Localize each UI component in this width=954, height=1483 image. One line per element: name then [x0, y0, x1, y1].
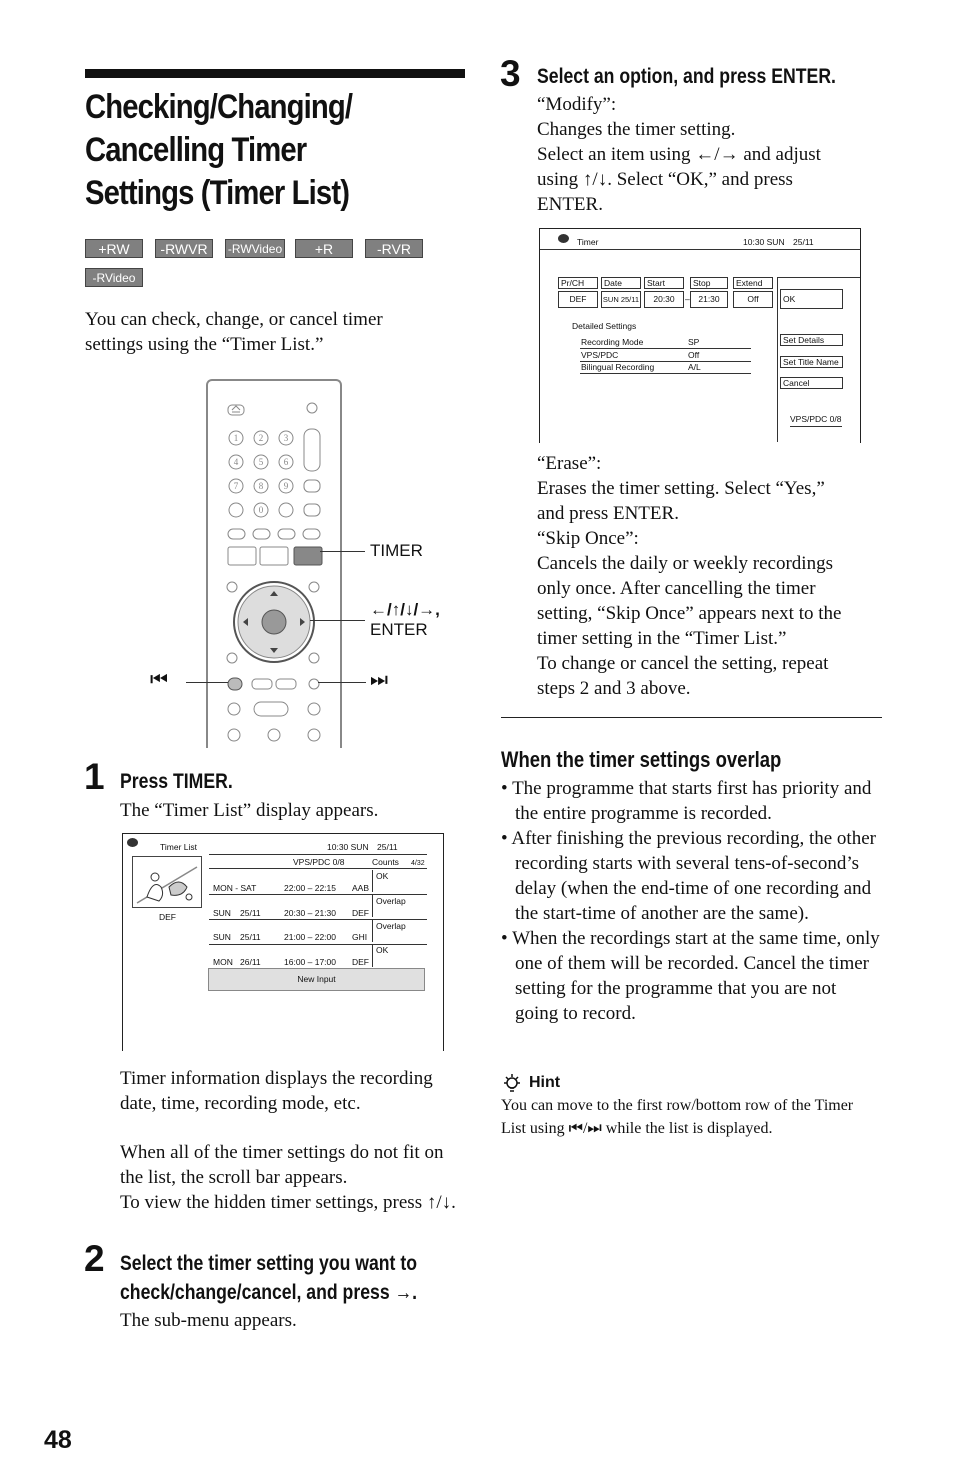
row-4-time: 16:00 – 17:00	[284, 957, 336, 967]
svg-text:7: 7	[233, 481, 239, 491]
row-4-divider	[372, 945, 373, 967]
row-1-day: MON - SAT	[213, 883, 257, 893]
preview-thumbnail	[132, 856, 202, 908]
step-2-heading-1: Select the timer setting you want to	[120, 1252, 417, 1275]
section-divider	[501, 717, 882, 718]
page-number: 48	[44, 1426, 72, 1454]
timer-screen-rule	[540, 249, 860, 250]
enter-label: ENTER	[370, 620, 428, 639]
arrows-callout-line	[310, 620, 365, 621]
timer-callout-line	[320, 551, 365, 552]
title-line-3: Settings (Timer List)	[85, 174, 350, 212]
badge-plus-r: +R	[295, 239, 353, 258]
row-1-status: OK	[376, 871, 389, 881]
skip-line-3: setting, “Skip Once” appears next to the	[537, 603, 842, 624]
skip-label: “Skip Once”:	[537, 528, 639, 549]
badge-plus-rw: +RW	[85, 239, 143, 258]
row-4-day: MON	[213, 957, 233, 967]
preview-channel: DEF	[159, 912, 176, 922]
erase-skip-block	[537, 451, 887, 701]
timer-list-counts-label: Counts	[372, 857, 399, 867]
hint-label: Hint	[529, 1074, 561, 1091]
lightbulb-icon	[501, 1072, 523, 1094]
step-3-number: 3	[500, 53, 521, 94]
svg-text:6: 6	[283, 457, 289, 467]
row-3-time: 21:00 – 22:00	[284, 932, 336, 942]
header-start: Start	[644, 277, 684, 289]
page-title	[85, 86, 412, 215]
skip-line-5: To change or cancel the setting, repeat	[537, 653, 829, 674]
timer-screen-icon	[558, 234, 569, 243]
title-line-2: Cancelling Timer	[85, 131, 307, 169]
header-extend: Extend	[733, 277, 773, 289]
modify-line-1: Changes the timer setting.	[537, 119, 736, 140]
value-prch[interactable]: DEF	[558, 291, 598, 308]
timer-screen-title: Timer	[577, 237, 599, 247]
erase-line-2: and press ENTER.	[537, 503, 679, 524]
setting-vps-pdc: VPS/PDC	[581, 350, 619, 360]
row-1-channel: AAB	[352, 883, 370, 893]
header-prch: Pr/CH	[558, 277, 598, 289]
title-rule	[85, 69, 465, 78]
timer-label: TIMER	[370, 541, 423, 560]
erase-label: “Erase”:	[537, 453, 602, 474]
setting-bilingual-value: A/L	[688, 362, 701, 372]
row-4-status: OK	[376, 945, 389, 955]
setting-recording-mode: Recording Mode	[581, 337, 644, 347]
new-input-row[interactable]: New Input	[208, 968, 425, 991]
modify-line-3: using ↑/↓. Select “OK,” and press	[537, 169, 793, 190]
overlap-bullet-3-text: When the recordings start at the same time, only one of them will be recorded. Cancel the timer setting for the programme that you are not going to record.	[512, 928, 880, 1024]
row-1-divider	[372, 870, 373, 892]
overlap-list	[501, 776, 881, 1026]
timer-screen-vps: VPS/PDC 0/8	[790, 414, 842, 424]
step-1-number: 1	[84, 756, 105, 797]
timer-screen-date: 25/11	[793, 237, 814, 247]
value-date[interactable]: SUN 25/11	[601, 291, 641, 308]
skip-line-1: Cancels the daily or weekly recordings	[537, 553, 833, 574]
step-1-desc: The “Timer List” display appears.	[120, 800, 379, 821]
header-date: Date	[601, 277, 641, 289]
row-2-day: SUN	[213, 908, 231, 918]
erase-line-1: Erases the timer setting. Select “Yes,”	[537, 478, 825, 499]
svg-text:5: 5	[258, 457, 264, 467]
modify-line-4: ENTER.	[537, 194, 603, 215]
timer-list-vps: VPS/PDC 0/8	[293, 857, 345, 867]
hint-text: You can move to the first row/bottom row of the Timer List using ⏮/⏭ while the list is displayed.	[501, 1097, 854, 1137]
hint-icon	[501, 1072, 523, 1094]
svg-text:2: 2	[258, 433, 264, 443]
remote-control	[206, 379, 342, 748]
menu-top-rule	[777, 277, 860, 278]
row-2-status: Overlap	[376, 896, 406, 906]
row-3-day: SUN	[213, 932, 231, 942]
skip-line-2: only once. After cancelling the timer	[537, 578, 816, 599]
badge-minus-r-vr: -RVR	[365, 239, 423, 258]
svg-text:1: 1	[233, 433, 239, 443]
row-rule-0	[209, 868, 427, 869]
badge-minus-rw-video: -RWVideo	[225, 239, 285, 258]
row-4-date: 26/11	[240, 957, 261, 967]
setting-rule-3	[580, 373, 751, 374]
step-1-note-1: Timer information displays the recording date, time, recording mode, etc.	[120, 1068, 433, 1114]
svg-text:8: 8	[258, 481, 264, 491]
row-2-time: 20:30 – 21:30	[284, 908, 336, 918]
modify-label: “Modify”:	[537, 94, 617, 115]
step-3-heading: Select an option, and press ENTER.	[537, 65, 836, 88]
modify-line-2: Select an item using ←/→ and adjust	[537, 144, 821, 165]
step-2-desc: The sub-menu appears.	[120, 1310, 297, 1331]
overlap-bullet-1-text: The programme that starts first has priority and the entire programme is recorded.	[512, 778, 872, 824]
football-image	[133, 857, 201, 907]
value-stop[interactable]: 21:30	[690, 291, 728, 308]
overlap-heading: When the timer settings overlap	[501, 747, 782, 772]
step-1-note-3: To view the hidden timer settings, press ↑/↓.	[120, 1192, 456, 1213]
title-line-1: Checking/Changing/	[85, 88, 353, 126]
menu-divider	[777, 277, 778, 442]
next-callout-line	[318, 682, 366, 683]
row-rule-3	[209, 944, 427, 945]
setting-bilingual: Bilingual Recording	[581, 362, 655, 372]
cancel-button[interactable]: Cancel	[780, 377, 843, 389]
setting-recording-mode-value: SP	[688, 337, 700, 347]
time-dash: –	[685, 294, 690, 304]
setting-vps-pdc-value: Off	[688, 350, 700, 360]
value-start[interactable]: 20:30	[644, 291, 684, 308]
row-4-channel: DEF	[352, 957, 369, 967]
row-2-date: 25/11	[240, 908, 261, 918]
step-2-number: 2	[84, 1238, 105, 1279]
badge-minus-rw-vr: -RWVR	[155, 239, 213, 258]
modify-block	[537, 92, 887, 217]
row-3-channel: GHI	[352, 932, 368, 942]
timer-list-counts-value: 4/32	[411, 860, 425, 867]
timer-list-title: Timer List	[160, 842, 197, 852]
detailed-settings-label: Detailed Settings	[572, 321, 637, 331]
ok-button[interactable]: OK	[780, 289, 843, 309]
value-extend[interactable]: Off	[733, 291, 773, 308]
overlap-bullet-3: • When the recordings start at the same time, only one of them will be recorded. Cancel the timer setting for the programme that you are not going to record.	[501, 928, 880, 1024]
intro-text: You can check, change, or cancel timer settings using the “Timer List.”	[85, 309, 383, 355]
timer-icon	[127, 838, 138, 847]
row-rule-1	[209, 894, 427, 895]
next-icon: ⏭	[370, 669, 388, 691]
skip-line-6: steps 2 and 3 above.	[537, 678, 691, 699]
timer-screen	[539, 228, 861, 443]
svg-text:9: 9	[283, 481, 289, 491]
row-2-divider	[372, 895, 373, 917]
timer-list-clock: 10:30 SUN	[327, 842, 369, 852]
timer-screen-clock: 10:30 SUN	[743, 237, 785, 247]
header-stop: Stop	[690, 277, 728, 289]
row-3-status: Overlap	[376, 921, 406, 931]
set-details-button[interactable]: Set Details	[780, 334, 843, 346]
step-1-heading: Press TIMER.	[120, 770, 233, 793]
timer-list-screen	[122, 833, 444, 1051]
row-3-divider	[372, 920, 373, 942]
header-rule	[209, 854, 427, 855]
row-3-date: 25/11	[240, 932, 261, 942]
svg-text:0: 0	[258, 505, 264, 515]
timer-list-date: 25/11	[377, 842, 398, 852]
row-1-time: 22:00 – 22:15	[284, 883, 336, 893]
badge-minus-r-video: -RVideo	[85, 268, 143, 287]
overlap-bullet-2-text: After finishing the previous recording, the other recording starts with several tens-of-second’s delay (when the end-time of one recording and the start-time of another are the same).	[511, 828, 876, 924]
svg-text:4: 4	[233, 457, 239, 467]
overlap-bullet-2: • After finishing the previous recording, the other recording starts with several tens-of-second’s delay (when the end-time of one recording and the start-time of another are the same).	[501, 828, 876, 924]
svg-text:3: 3	[283, 433, 289, 443]
overlap-bullet-1: • The programme that starts first has priority and the entire programme is recorded.	[501, 778, 872, 824]
remote-buttons	[208, 381, 340, 748]
setting-rule-1	[580, 348, 751, 349]
step-1-note-2: When all of the timer settings do not fit on the list, the scroll bar appears.	[120, 1142, 444, 1188]
row-rule-2	[209, 919, 427, 920]
skip-line-4: timer setting in the “Timer List.”	[537, 628, 787, 649]
set-title-name-button[interactable]: Set Title Name	[780, 356, 843, 368]
vps-underline	[790, 426, 842, 427]
prev-icon: ⏮	[150, 669, 168, 691]
step-2-heading-2: check/change/cancel, and press →.	[120, 1281, 418, 1304]
prev-callout-line	[186, 682, 228, 683]
arrows-label: ←/↑/↓/→,	[370, 600, 440, 619]
row-2-channel: DEF	[352, 908, 369, 918]
